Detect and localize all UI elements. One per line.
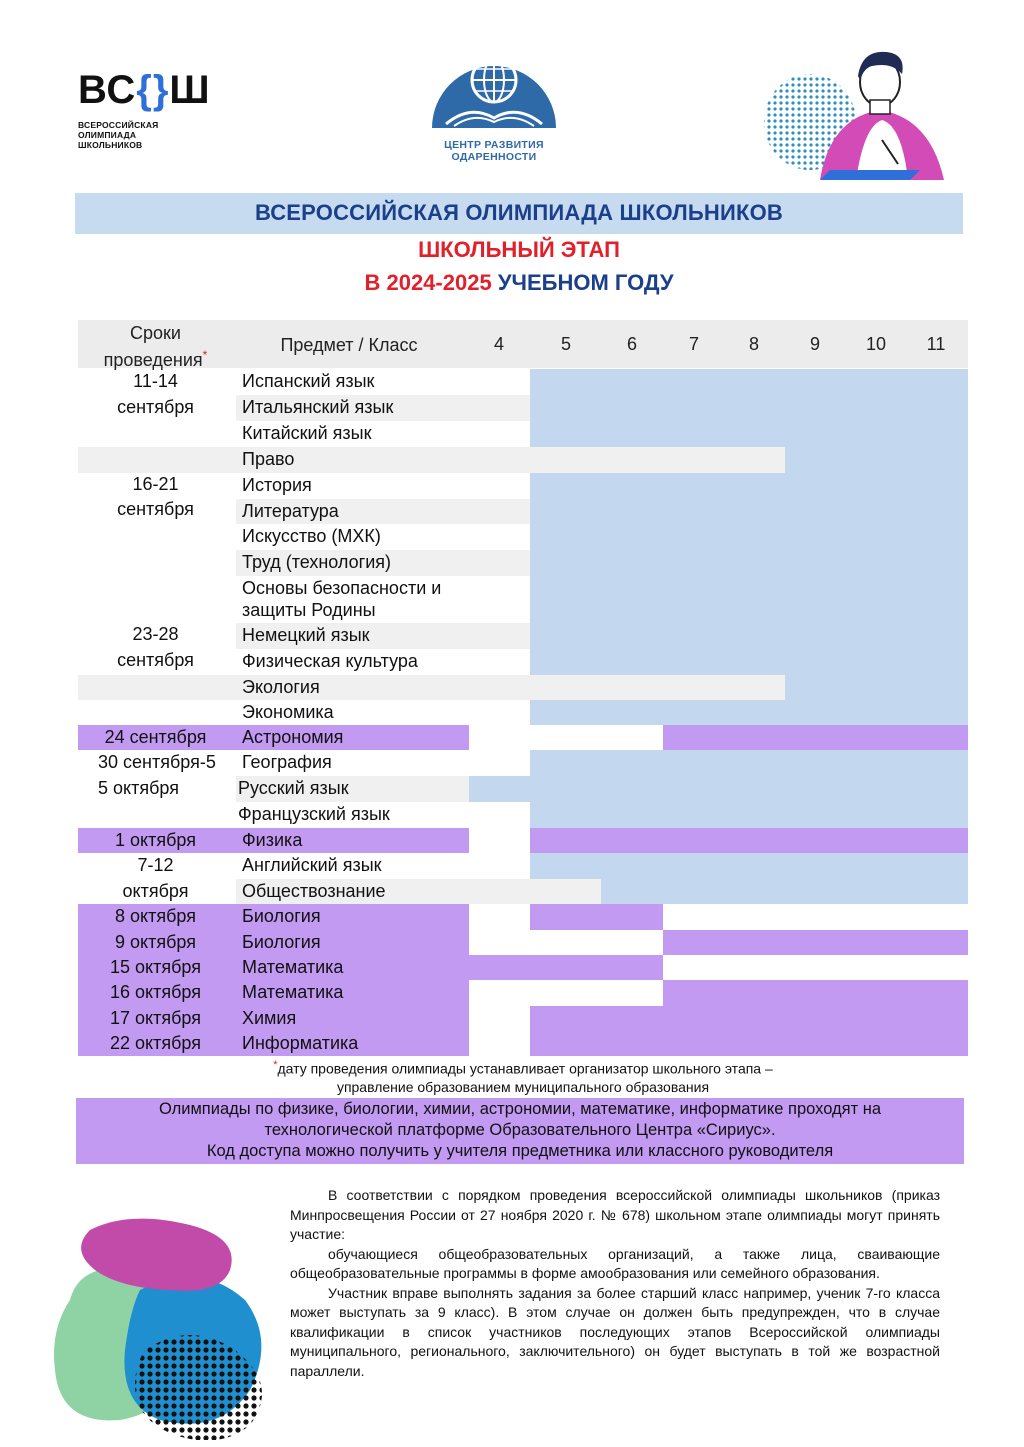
grade-header-8: 8 (748, 334, 759, 354)
grade-range-bar (530, 750, 968, 776)
subject-name: Русский язык (238, 778, 349, 798)
grade-range-bar (530, 524, 968, 550)
student-writing-icon (760, 40, 960, 180)
subject-name: Экономика (242, 702, 334, 722)
table-header-dates (78, 322, 233, 371)
page-subtitle-stage: ШКОЛЬНЫЙ ЭТАП (418, 237, 620, 262)
sirius-notice-line: Код доступа можно получить у учителя предметника или классного руководителя (206, 1142, 834, 1160)
grade-header-5: 5 (560, 334, 571, 354)
date-cell: 5 октября (98, 778, 179, 798)
date-cell: 24 сентября (104, 727, 207, 747)
subject-cell (242, 650, 418, 672)
grade-header-4: 4 (493, 334, 504, 354)
subject-name: Немецкий язык (242, 625, 370, 645)
subject-cell (242, 624, 370, 646)
footnote-line: управление образованием муниципального образования (336, 1078, 710, 1095)
subject-cell (242, 474, 312, 496)
grade-range-bar (530, 623, 968, 649)
subject-name: Биология (242, 906, 321, 926)
subject-cell (242, 396, 393, 418)
grade-header-6: 6 (626, 334, 637, 354)
grade-range-bar (530, 1031, 968, 1056)
subject-name: История (242, 475, 312, 495)
subject-cell (242, 1032, 358, 1054)
table-header-subject: Предмет / Класс (280, 335, 418, 355)
globe-book-icon (424, 40, 564, 132)
subject-cell (242, 905, 321, 927)
page-title: ВСЕРОССИЙСКАЯ ОЛИМПИАДА ШКОЛЬНИКОВ (254, 200, 784, 225)
grade-range-bar (530, 1006, 968, 1031)
decorative-blobs (50, 1210, 290, 1440)
date-cell: 8 октября (115, 906, 196, 926)
subject-cell (242, 422, 371, 444)
year-text: В 2024-2025 (364, 270, 492, 295)
subject-name: Биология (242, 932, 321, 952)
grade-range-bar (785, 675, 968, 700)
grade-header-11: 11 (926, 334, 946, 354)
subject-cell (242, 751, 332, 773)
vsosh-logo-subtitle (78, 120, 268, 150)
subject-name: Обществознание (242, 881, 386, 901)
subject-name: Английский язык (242, 855, 382, 875)
vsosh-logo-sub-line: ШКОЛЬНИКОВ (78, 140, 143, 150)
subject-cell (242, 551, 391, 573)
grade-range-bar (530, 904, 663, 930)
vsosh-logo-sub-line: ВСЕРОССИЙСКАЯ (78, 120, 159, 130)
center-logo-line: ОДАРЕННОСТИ (451, 151, 537, 163)
header-dates-line: проведения (103, 350, 203, 370)
subject-cell (242, 956, 343, 978)
school-year-text: УЧЕБНОМ ГОДУ (497, 270, 674, 295)
subject-cell (242, 726, 343, 748)
date-cell: сентября (117, 499, 194, 519)
sirius-platform-notice (76, 1098, 964, 1164)
grade-range-bar (469, 776, 968, 802)
row-stripe (78, 675, 785, 700)
subject-name: Химия (242, 1008, 297, 1028)
subject-cell (242, 500, 339, 522)
rules-paragraph: Участник вправе выполнять задания за более старший класс например, ученик 7-го класса может выступать за 9 класс). В этом случае он должен быть предупрежден, что в случае квалификации в список участников последующих этапов Всероссийской олимпиады муниципального, регионального, заключительного) он будет выступать в той же возрастной параллели. (290, 1284, 940, 1379)
footnote-asterisk: * (202, 348, 208, 362)
grade-range-bar (530, 853, 968, 879)
subject-cell (242, 880, 386, 902)
subject-cell (242, 1007, 296, 1029)
vsosh-logo-mark: ВС{}Ш (78, 68, 211, 112)
grade-range-bar (530, 369, 968, 395)
grade-range-bar (663, 980, 968, 1006)
subject-name: Право (242, 449, 295, 469)
subject-name: Испанский язык (242, 371, 375, 391)
subject-name: Экология (242, 677, 320, 697)
subject-name: Основы безопасности и (242, 578, 442, 598)
subject-name: Информатика (242, 1033, 359, 1053)
subject-name: Физика (242, 830, 303, 850)
subject-name: Китайский язык (242, 423, 372, 443)
grade-range-bar (530, 421, 968, 447)
vsosh-logo-sub-line: ОЛИМПИАДА (78, 130, 137, 140)
date-cell: 30 сентября-5 (98, 752, 216, 772)
subject-cell (242, 577, 441, 621)
subject-name: Труд (технология) (242, 552, 391, 572)
sirius-notice-line: Олимпиады по физике, биологии, химии, астрономии, математике, информатике проходят на (158, 1100, 882, 1118)
grade-range-bar (469, 955, 663, 980)
date-cell: сентября (117, 397, 194, 417)
subject-cell (242, 829, 302, 851)
abstract-shapes-icon (50, 1210, 290, 1440)
grade-header-9: 9 (809, 334, 820, 354)
date-footnote (78, 1056, 968, 1096)
header-dates-line: Сроки (130, 323, 181, 343)
footnote-line: дату проведения олимпиады устанавливает организатор школьного этапа – (277, 1060, 773, 1077)
footnote-asterisk: * (273, 1059, 278, 1071)
subject-cell (242, 448, 294, 470)
vsosh-logo (78, 70, 268, 160)
date-cell: 16 октября (110, 982, 201, 1002)
subject-name: защиты Родины (242, 600, 376, 620)
grade-header-10: 10 (865, 334, 887, 354)
subject-cell (238, 777, 349, 799)
grade-range-bar (530, 649, 968, 675)
subject-name: Итальянский язык (242, 397, 394, 417)
grade-header-7: 7 (688, 334, 699, 354)
grade-range-bar (663, 930, 968, 955)
subject-name: Физическая культура (242, 651, 418, 671)
rules-paragraph: обучающиеся общеобразовательных организаций, а также лица, сваивающие общеобразовательные программы в форме амообразования или семейного образования. (290, 1245, 940, 1281)
date-cell: 15 октября (110, 957, 201, 977)
center-logo-line: ЦЕНТР РАЗВИТИЯ (444, 139, 544, 151)
participation-rules-text (290, 1186, 940, 1381)
date-cell: 16-21 (132, 474, 179, 494)
date-cell: октября (122, 881, 189, 901)
grade-range-bar (530, 576, 968, 623)
date-cell: 7-12 (137, 855, 174, 875)
subject-name: Математика (242, 957, 344, 977)
grade-range-bar (530, 550, 968, 576)
page-subtitle-year (75, 270, 963, 296)
subject-cell (242, 676, 320, 698)
subject-cell (242, 981, 343, 1003)
date-cell: 1 октября (115, 830, 196, 850)
student-illustration (760, 40, 960, 180)
date-cell: 23-28 (132, 624, 179, 644)
subject-name: Математика (242, 982, 344, 1002)
grade-range-bar (530, 828, 968, 853)
subject-cell (242, 525, 381, 547)
row-stripe (78, 447, 785, 473)
giftedness-center-logo (424, 40, 564, 165)
grade-range-bar (663, 725, 968, 750)
date-cell: 22 октября (110, 1033, 201, 1053)
subject-name: География (242, 752, 332, 772)
subject-cell (242, 931, 321, 953)
subject-name: Французский язык (238, 804, 390, 824)
grade-range-bar (530, 499, 968, 524)
subject-name: Искусство (МХК) (242, 526, 381, 546)
subject-cell (242, 370, 374, 392)
subject-name: Астрономия (242, 727, 344, 747)
grade-range-bar (530, 395, 968, 421)
grade-range-bar (530, 473, 968, 499)
sirius-notice-line: технологической платформе Образовательного Центра «Сириус». (264, 1121, 776, 1139)
grade-range-bar (785, 447, 968, 473)
grade-range-bar (530, 700, 968, 725)
subject-name: Литература (242, 501, 339, 521)
grade-range-bar (530, 802, 968, 828)
subject-cell (238, 803, 390, 825)
subject-cell (242, 854, 382, 876)
date-cell: 9 октября (115, 932, 196, 952)
grade-range-bar (601, 879, 968, 904)
rules-paragraph: В соответствии с порядком проведения всероссийской олимпиады школьников (приказ Минпросвещения России от 27 ноября 2020 г. № 678) школьном этапе олимпиады могут принять участие: (290, 1187, 940, 1242)
date-cell: 11-14 (133, 371, 178, 391)
date-cell: 17 октября (110, 1008, 201, 1028)
subject-cell (242, 701, 334, 723)
date-cell: сентября (117, 650, 194, 670)
